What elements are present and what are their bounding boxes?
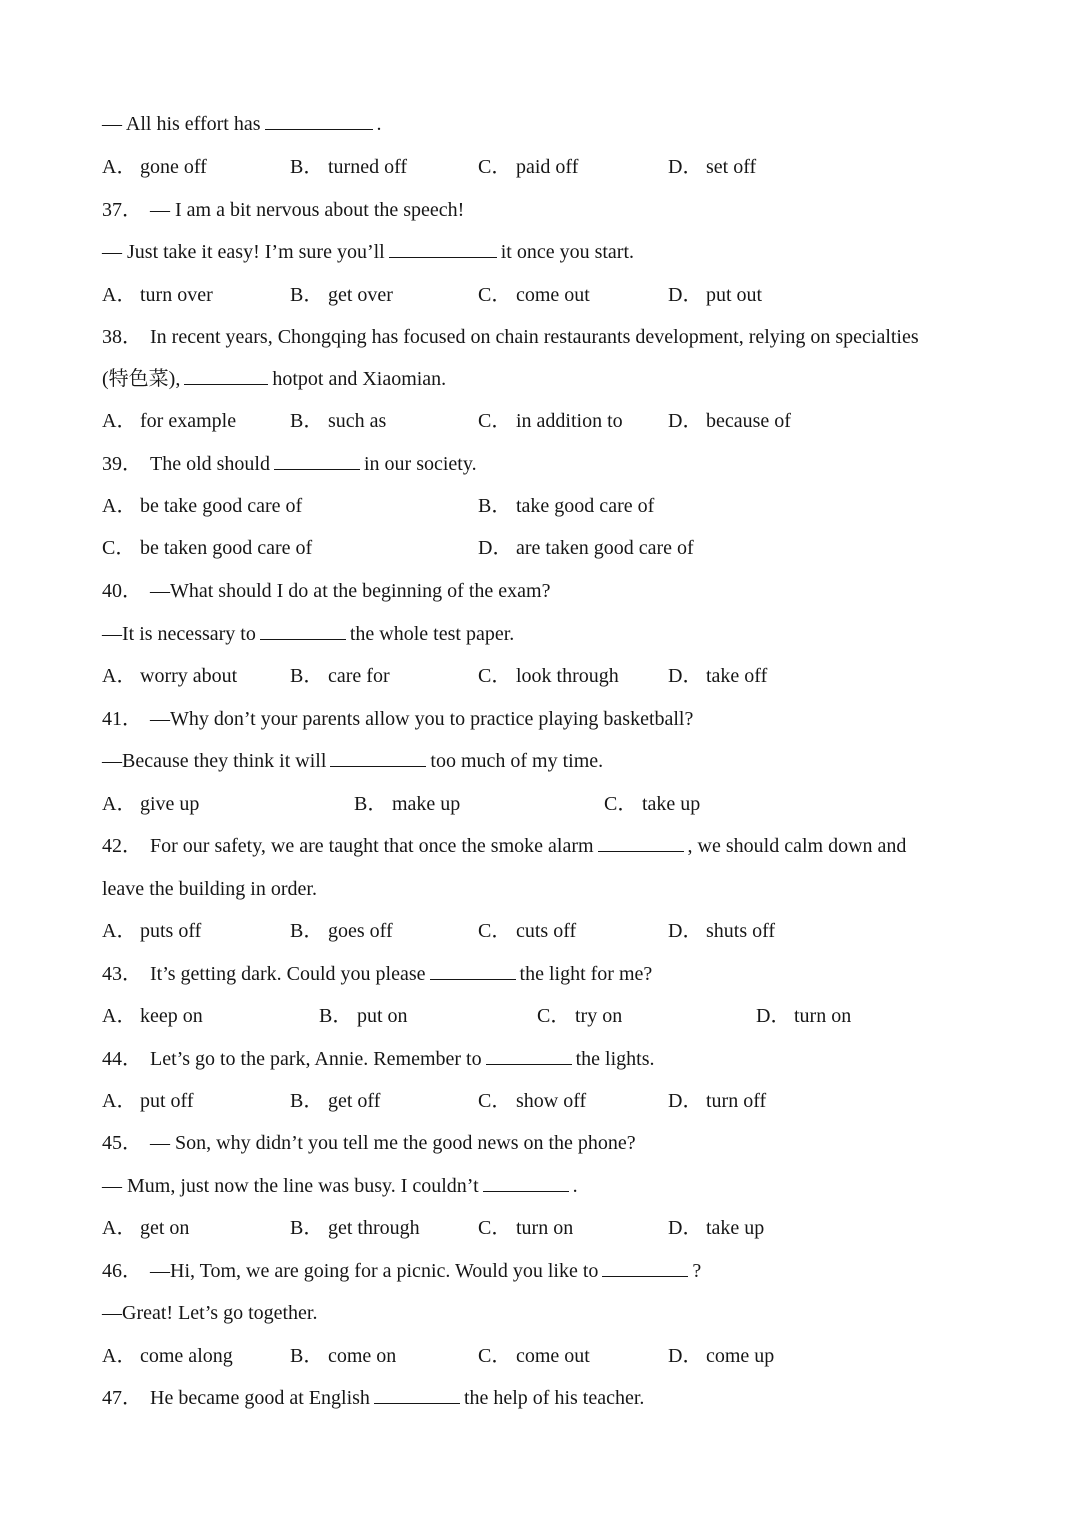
option-letter: C．: [478, 1217, 512, 1239]
option-d[interactable]: [756, 1001, 851, 1031]
option-text: in addition to: [516, 410, 623, 432]
option-letter: A．: [102, 284, 137, 306]
option-b[interactable]: [354, 789, 460, 819]
option-a[interactable]: [102, 491, 302, 521]
option-c[interactable]: [478, 661, 619, 691]
option-letter: C．: [478, 410, 512, 432]
option-text: look through: [516, 665, 619, 687]
option-letter: C．: [478, 920, 512, 942]
option-a[interactable]: [102, 789, 199, 819]
question-text: the light for me?: [519, 963, 653, 985]
options-row: [102, 1086, 1040, 1116]
question-text: —Why don’t your parents allow you to practice playing basketball?: [150, 708, 694, 730]
question-46-line-2: [102, 1298, 1040, 1328]
option-text: such as: [328, 410, 387, 432]
option-b[interactable]: [290, 1213, 420, 1243]
option-text: turned off: [328, 156, 408, 178]
question-41-line-2: [102, 746, 1040, 776]
option-d[interactable]: [478, 533, 694, 563]
option-d[interactable]: [668, 1341, 774, 1371]
answer-blank[interactable]: [274, 449, 360, 470]
question-text: Let’s go to the park, Annie. Remember to: [150, 1048, 482, 1070]
question-text: it once you start.: [500, 241, 635, 263]
options-row: [102, 1213, 1040, 1243]
option-text: put out: [706, 284, 763, 306]
option-a[interactable]: [102, 1001, 203, 1031]
option-letter: A．: [102, 665, 137, 687]
option-letter: A．: [102, 410, 137, 432]
question-38-line-1: [102, 322, 1040, 352]
option-letter: C．: [102, 537, 136, 559]
option-text: because of: [706, 410, 791, 432]
option-text: come on: [328, 1345, 397, 1367]
question-number: 41．: [102, 708, 142, 730]
answer-blank[interactable]: [260, 619, 346, 640]
question-text: The old should: [150, 453, 270, 475]
option-text: puts off: [140, 920, 202, 942]
question-37-line-1: [102, 195, 1040, 225]
option-letter: B．: [354, 793, 388, 815]
option-a[interactable]: [102, 1086, 194, 1116]
option-text: take off: [706, 665, 768, 687]
option-text: set off: [706, 156, 757, 178]
option-text: be taken good care of: [140, 537, 313, 559]
question-text: He became good at English: [150, 1387, 370, 1409]
question-text: —Because they think it will: [102, 750, 327, 772]
option-letter: C．: [478, 1345, 512, 1367]
option-letter: B．: [290, 284, 324, 306]
question-37-line-2: [102, 237, 1040, 267]
options-row: [102, 406, 1040, 436]
options-row: [102, 1001, 1040, 1031]
option-letter: B．: [290, 1090, 324, 1112]
question-45-line-2: [102, 1171, 1040, 1201]
options-row: [102, 661, 1040, 691]
option-letter: C．: [478, 1090, 512, 1112]
option-letter: D．: [478, 537, 513, 559]
question-text: —Great! Let’s go together.: [102, 1302, 318, 1324]
option-text: care for: [328, 665, 390, 687]
option-b[interactable]: [290, 280, 393, 310]
option-c[interactable]: [478, 1213, 573, 1243]
option-letter: D．: [668, 156, 703, 178]
question-44-line-1: [102, 1044, 1040, 1074]
option-a[interactable]: [102, 406, 236, 436]
option-text: turn off: [706, 1090, 767, 1112]
option-text: be take good care of: [140, 495, 303, 517]
question-intro-line: [102, 109, 1040, 139]
option-text: take up: [642, 793, 701, 815]
options-row: [102, 491, 1040, 521]
option-text: paid off: [516, 156, 579, 178]
option-letter: B．: [290, 665, 324, 687]
question-text: in our society.: [364, 453, 477, 475]
answer-blank[interactable]: [374, 1383, 460, 1404]
option-b[interactable]: [290, 916, 393, 946]
question-text: — Just take it easy! I’m sure you’ll: [102, 241, 385, 263]
option-a[interactable]: [102, 661, 237, 691]
option-b[interactable]: [290, 1086, 380, 1116]
option-text: get on: [140, 1217, 190, 1239]
question-47-line-1: [102, 1383, 1040, 1413]
option-c[interactable]: [478, 916, 576, 946]
option-text: turn on: [794, 1005, 852, 1027]
option-letter: D．: [668, 410, 703, 432]
question-42-line-1: [102, 831, 1040, 861]
question-number: 44．: [102, 1048, 142, 1070]
answer-blank[interactable]: [184, 364, 268, 385]
question-text: , we should calm down and: [687, 835, 907, 857]
question-39-line-1: [102, 449, 1040, 479]
option-letter: C．: [537, 1005, 571, 1027]
question-42-line-2: [102, 874, 1040, 904]
options-row: [102, 916, 1040, 946]
option-letter: A．: [102, 793, 137, 815]
option-d[interactable]: [668, 661, 767, 691]
question-text: ?: [692, 1260, 702, 1282]
option-letter: A．: [102, 1345, 137, 1367]
question-text: hotpot and Xiaomian.: [272, 368, 447, 390]
option-text: try on: [575, 1005, 623, 1027]
question-text: .: [572, 1175, 578, 1197]
answer-blank[interactable]: [598, 831, 684, 852]
question-text: —Hi, Tom, we are going for a picnic. Would you like to: [150, 1260, 599, 1282]
option-text: turn on: [516, 1217, 574, 1239]
option-letter: A．: [102, 1217, 137, 1239]
question-text: the help of his teacher.: [463, 1387, 645, 1409]
question-text: — I am a bit nervous about the speech!: [150, 199, 465, 221]
option-text: for example: [140, 410, 237, 432]
option-d[interactable]: [668, 406, 791, 436]
question-text: .: [376, 113, 382, 135]
options-row: [102, 1341, 1040, 1371]
option-c[interactable]: [478, 1086, 586, 1116]
option-c[interactable]: [478, 280, 590, 310]
option-d[interactable]: [668, 916, 775, 946]
answer-blank[interactable]: [330, 746, 426, 767]
answer-blank[interactable]: [430, 959, 516, 980]
option-letter: B．: [290, 1217, 324, 1239]
option-letter: D．: [668, 1217, 703, 1239]
option-letter: B．: [319, 1005, 353, 1027]
answer-blank[interactable]: [602, 1256, 688, 1277]
question-text: — All his effort has: [102, 113, 261, 135]
question-text: In recent years, Chongqing has focused on chain restaurants development, relying on specialties: [150, 326, 919, 348]
option-text: give up: [140, 793, 200, 815]
question-number: 42．: [102, 835, 142, 857]
question-43-line-1: [102, 959, 1040, 989]
option-letter: B．: [478, 495, 512, 517]
option-letter: B．: [290, 1345, 324, 1367]
question-45-line-1: [102, 1128, 1040, 1158]
question-text: — Son, why didn’t you tell me the good news on the phone?: [150, 1132, 636, 1154]
question-40-line-1: [102, 576, 1040, 606]
option-letter: A．: [102, 1090, 137, 1112]
option-letter: A．: [102, 495, 137, 517]
option-letter: D．: [668, 1345, 703, 1367]
question-number: 45．: [102, 1132, 142, 1154]
option-b[interactable]: [290, 661, 390, 691]
question-number: 39．: [102, 453, 142, 475]
option-c[interactable]: [478, 406, 623, 436]
question-text: (特色菜),: [102, 368, 181, 390]
option-text: put off: [140, 1090, 194, 1112]
option-letter: C．: [478, 284, 512, 306]
option-d[interactable]: [668, 1086, 766, 1116]
option-letter: A．: [102, 156, 137, 178]
option-letter: D．: [756, 1005, 791, 1027]
question-46-line-1: [102, 1256, 1040, 1286]
option-b[interactable]: [478, 491, 654, 521]
option-text: keep on: [140, 1005, 203, 1027]
question-text: the whole test paper.: [349, 623, 515, 645]
option-a[interactable]: [102, 916, 201, 946]
option-text: get off: [328, 1090, 381, 1112]
option-d[interactable]: [668, 152, 756, 182]
option-a[interactable]: [102, 280, 213, 310]
options-row: [102, 280, 1040, 310]
option-letter: A．: [102, 920, 137, 942]
question-text: — Mum, just now the line was busy. I couldn’t: [102, 1175, 479, 1197]
question-number: 46．: [102, 1260, 142, 1282]
question-text: —What should I do at the beginning of the exam?: [150, 580, 551, 602]
option-text: get over: [328, 284, 393, 306]
options-row: [102, 533, 1040, 563]
options-row: [102, 152, 1040, 182]
question-number: 37．: [102, 199, 142, 221]
option-a[interactable]: [102, 1213, 189, 1243]
question-41-line-1: [102, 704, 1040, 734]
option-letter: D．: [668, 920, 703, 942]
option-letter: D．: [668, 284, 703, 306]
question-text: too much of my time.: [430, 750, 604, 772]
option-a[interactable]: [102, 152, 207, 182]
option-letter: C．: [604, 793, 638, 815]
option-text: get through: [328, 1217, 420, 1239]
option-c[interactable]: [604, 789, 700, 819]
question-text: It’s getting dark. Could you please: [150, 963, 426, 985]
option-text: take up: [706, 1217, 765, 1239]
question-text: For our safety, we are taught that once the smoke alarm: [150, 835, 594, 857]
option-text: worry about: [140, 665, 238, 687]
option-b[interactable]: [319, 1001, 408, 1031]
option-text: are taken good care of: [516, 537, 694, 559]
option-text: shuts off: [706, 920, 776, 942]
option-text: cuts off: [516, 920, 577, 942]
question-number: 43．: [102, 963, 142, 985]
option-letter: D．: [668, 665, 703, 687]
question-number: 38．: [102, 326, 142, 348]
question-number: 40．: [102, 580, 142, 602]
option-text: take good care of: [516, 495, 655, 517]
option-c[interactable]: [537, 1001, 622, 1031]
answer-blank[interactable]: [265, 109, 373, 130]
option-text: goes off: [328, 920, 393, 942]
option-c[interactable]: [102, 533, 312, 563]
option-letter: C．: [478, 156, 512, 178]
question-text: —It is necessary to: [102, 623, 256, 645]
option-text: come up: [706, 1345, 775, 1367]
option-c[interactable]: [478, 1341, 590, 1371]
option-a[interactable]: [102, 1341, 233, 1371]
option-b[interactable]: [290, 406, 386, 436]
option-b[interactable]: [290, 152, 407, 182]
question-38-line-2: [102, 364, 1040, 394]
option-text: come out: [516, 1345, 590, 1367]
answer-blank[interactable]: [389, 237, 497, 258]
option-text: come out: [516, 284, 590, 306]
option-letter: A．: [102, 1005, 137, 1027]
option-text: turn over: [140, 284, 213, 306]
option-d[interactable]: [668, 1213, 764, 1243]
option-letter: D．: [668, 1090, 703, 1112]
option-d[interactable]: [668, 280, 762, 310]
question-40-line-2: [102, 619, 1040, 649]
question-number: 47．: [102, 1387, 142, 1409]
option-text: show off: [516, 1090, 587, 1112]
answer-blank[interactable]: [483, 1171, 569, 1192]
option-letter: B．: [290, 410, 324, 432]
option-text: put on: [357, 1005, 408, 1027]
options-row: [102, 789, 1040, 819]
option-text: make up: [392, 793, 461, 815]
option-letter: C．: [478, 665, 512, 687]
option-letter: B．: [290, 156, 324, 178]
option-text: gone off: [140, 156, 207, 178]
answer-blank[interactable]: [486, 1044, 572, 1065]
option-text: come along: [140, 1345, 233, 1367]
question-text: the lights.: [575, 1048, 655, 1070]
option-b[interactable]: [290, 1341, 396, 1371]
option-c[interactable]: [478, 152, 578, 182]
question-text: leave the building in order.: [102, 878, 317, 900]
option-letter: B．: [290, 920, 324, 942]
